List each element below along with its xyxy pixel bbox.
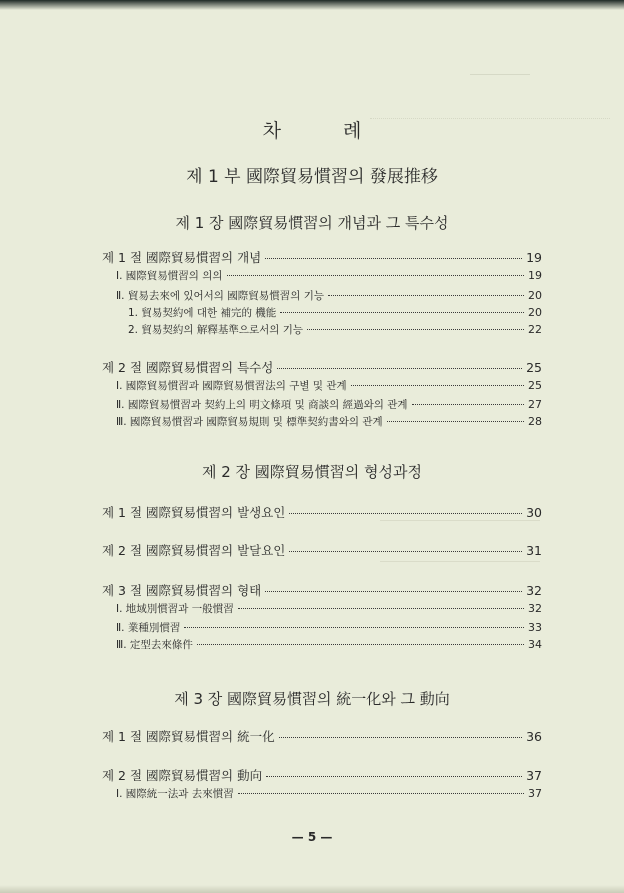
toc-item-entry[interactable] <box>116 397 542 412</box>
dot-leader <box>277 368 522 369</box>
item-label: Ⅰ. 國際統一法과 去來慣習 <box>116 788 234 800</box>
item-label: Ⅰ. 國際貿易慣習과 國際貿易慣習法의 구별 및 관계 <box>116 380 347 392</box>
page-ref: 25 <box>526 360 542 375</box>
toc-subitem-entry[interactable] <box>128 322 542 337</box>
chapter-heading: 제 2 장 國際貿易慣習의 형성과정 <box>201 463 423 481</box>
page-ref: 37 <box>526 768 542 783</box>
bleed-through-mark <box>470 68 530 75</box>
page-ref: 37 <box>528 787 542 800</box>
toc-section-entry[interactable] <box>102 581 542 599</box>
page-ref: 22 <box>528 323 542 336</box>
dot-leader <box>280 312 524 313</box>
section-label: 제 2 절 國際貿易慣習의 발달요인 <box>102 543 286 558</box>
toc-item-entry[interactable] <box>116 268 542 283</box>
subitem-label: 2. 貿易契約의 解釋基準으로서의 기능 <box>128 324 304 336</box>
section-label: 제 2 절 國際貿易慣習의 특수성 <box>102 360 274 375</box>
page-ref: 28 <box>528 415 542 428</box>
item-label: Ⅱ. 國際貿易慣習과 契約上의 明文條項 및 商談의 經過와의 관계 <box>116 399 408 411</box>
page-top-shadow <box>0 0 624 10</box>
item-label: Ⅱ. 業種別慣習 <box>116 622 181 634</box>
dot-leader <box>412 404 524 405</box>
dot-leader <box>184 627 524 628</box>
dot-leader <box>289 551 522 552</box>
page-ref: 33 <box>528 621 542 634</box>
item-label: Ⅰ. 國際貿易慣習의 의의 <box>116 270 223 282</box>
page-ref: 30 <box>526 505 542 520</box>
item-label: Ⅰ. 地域別慣習과 一般慣習 <box>116 603 234 615</box>
part-heading: 제 1 부 國際貿易慣習의 發展推移 <box>186 167 438 187</box>
section-label: 제 1 절 國際貿易慣習의 統一化 <box>102 729 275 744</box>
dot-leader <box>307 329 524 330</box>
item-label: Ⅱ. 貿易去來에 있어서의 國際貿易慣習의 기능 <box>116 290 324 302</box>
chapter-heading: 제 1 장 國際貿易慣習의 개념과 그 특수성 <box>175 214 449 232</box>
page-ref: 34 <box>528 638 542 651</box>
toc-section-entry[interactable] <box>102 727 542 745</box>
dot-leader <box>227 275 524 276</box>
toc-item-entry[interactable] <box>116 378 542 393</box>
toc-item-entry[interactable] <box>116 601 542 616</box>
dot-leader <box>328 295 524 296</box>
toc-section-entry[interactable] <box>102 358 542 376</box>
subitem-label: 1. 貿易契約에 대한 補完的 機能 <box>128 307 277 319</box>
page-ref: 20 <box>528 289 542 302</box>
dot-leader <box>279 737 523 738</box>
toc-subitem-entry[interactable] <box>128 305 542 320</box>
dot-leader <box>197 644 524 645</box>
page-ref: 36 <box>526 729 542 744</box>
chapter-heading: 제 3 장 國際貿易慣習의 統一化와 그 動向 <box>174 690 450 708</box>
toc-item-entry[interactable] <box>116 637 542 652</box>
toc-section-entry[interactable] <box>102 541 542 559</box>
dot-leader <box>238 608 524 609</box>
page-ref: 32 <box>528 602 542 615</box>
toc-item-entry[interactable] <box>116 786 542 801</box>
page-ref: 19 <box>526 250 542 265</box>
dot-leader <box>265 591 522 592</box>
dot-leader <box>351 385 524 386</box>
item-label: Ⅲ. 定型去來條件 <box>116 639 193 651</box>
page-ref: 27 <box>528 398 542 411</box>
toc-item-entry[interactable] <box>116 288 542 303</box>
toc-title: 차 례 <box>262 120 390 142</box>
page-ref: 20 <box>528 306 542 319</box>
toc-section-entry[interactable] <box>102 248 542 266</box>
section-label: 제 3 절 國際貿易慣習의 형태 <box>102 583 262 598</box>
page-ref: 25 <box>528 379 542 392</box>
section-label: 제 2 절 國際貿易慣習의 動向 <box>102 768 263 783</box>
page-ref: 19 <box>528 269 542 282</box>
dot-leader <box>266 776 522 777</box>
dot-leader <box>238 793 524 794</box>
dot-leader <box>289 513 522 514</box>
section-label: 제 1 절 國際貿易慣習의 발생요인 <box>102 505 286 520</box>
page-ref: 31 <box>526 543 542 558</box>
page-ref: 32 <box>526 583 542 598</box>
page-bottom-shadow <box>0 885 624 893</box>
section-label: 제 1 절 國際貿易慣習의 개념 <box>102 250 262 265</box>
item-label: Ⅲ. 國際貿易慣習과 國際貿易規則 및 標準契約書와의 관계 <box>116 416 383 428</box>
dot-leader <box>265 258 522 259</box>
toc-section-entry[interactable] <box>102 766 542 784</box>
toc-item-entry[interactable] <box>116 620 542 635</box>
dot-leader <box>387 421 524 422</box>
page-number: — 5 — <box>291 830 333 844</box>
toc-section-entry[interactable] <box>102 503 542 521</box>
toc-item-entry[interactable] <box>116 414 542 429</box>
